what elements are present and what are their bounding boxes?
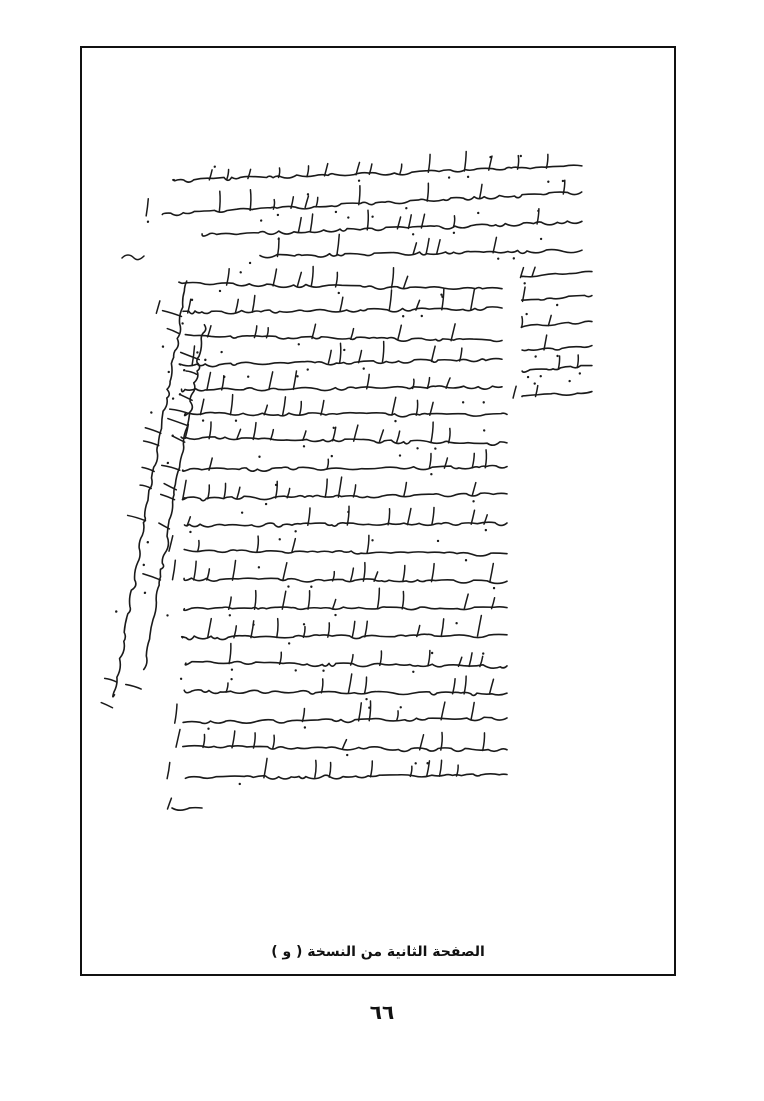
handwritten-line	[512, 378, 592, 399]
handwritten-line	[176, 729, 507, 757]
handwritten-line	[166, 588, 507, 617]
manuscript-image	[82, 48, 674, 974]
handwritten-line	[184, 505, 507, 533]
handwritten-line	[181, 320, 502, 349]
handwritten-line	[520, 263, 593, 285]
handwritten-line	[248, 230, 582, 264]
handwritten-line	[172, 147, 582, 188]
handwritten-line	[169, 533, 507, 562]
handwritten-line	[172, 560, 507, 589]
handwritten-line	[182, 450, 507, 478]
handwritten-line	[93, 278, 195, 709]
handwritten-line	[145, 172, 582, 223]
handwritten-line	[156, 288, 502, 320]
handwritten-line	[174, 699, 507, 730]
handwritten-line	[185, 643, 507, 674]
handwritten-line	[520, 308, 592, 327]
handwritten-line	[185, 395, 507, 423]
handwritten-line	[180, 673, 507, 702]
vertical-margin-note	[93, 278, 219, 714]
handwritten-line	[182, 475, 507, 506]
page-number: ٦٦	[369, 1000, 395, 1024]
margin-mark	[122, 255, 144, 260]
handwritten-line	[167, 756, 507, 786]
handwritten-line	[521, 352, 592, 378]
handwritten-line	[167, 339, 502, 373]
handwritten-line	[121, 321, 213, 690]
handwritten-line	[181, 370, 502, 392]
handwritten-line	[521, 282, 593, 308]
handwritten-line	[521, 332, 592, 359]
page-caption: الصفحة الثانية من النسخة ( و )	[271, 944, 485, 960]
handwritten-line	[168, 798, 203, 810]
handwritten-line	[181, 418, 507, 451]
page-frame	[80, 46, 676, 976]
handwritten-line	[182, 615, 507, 645]
handwritten-line	[179, 264, 503, 297]
